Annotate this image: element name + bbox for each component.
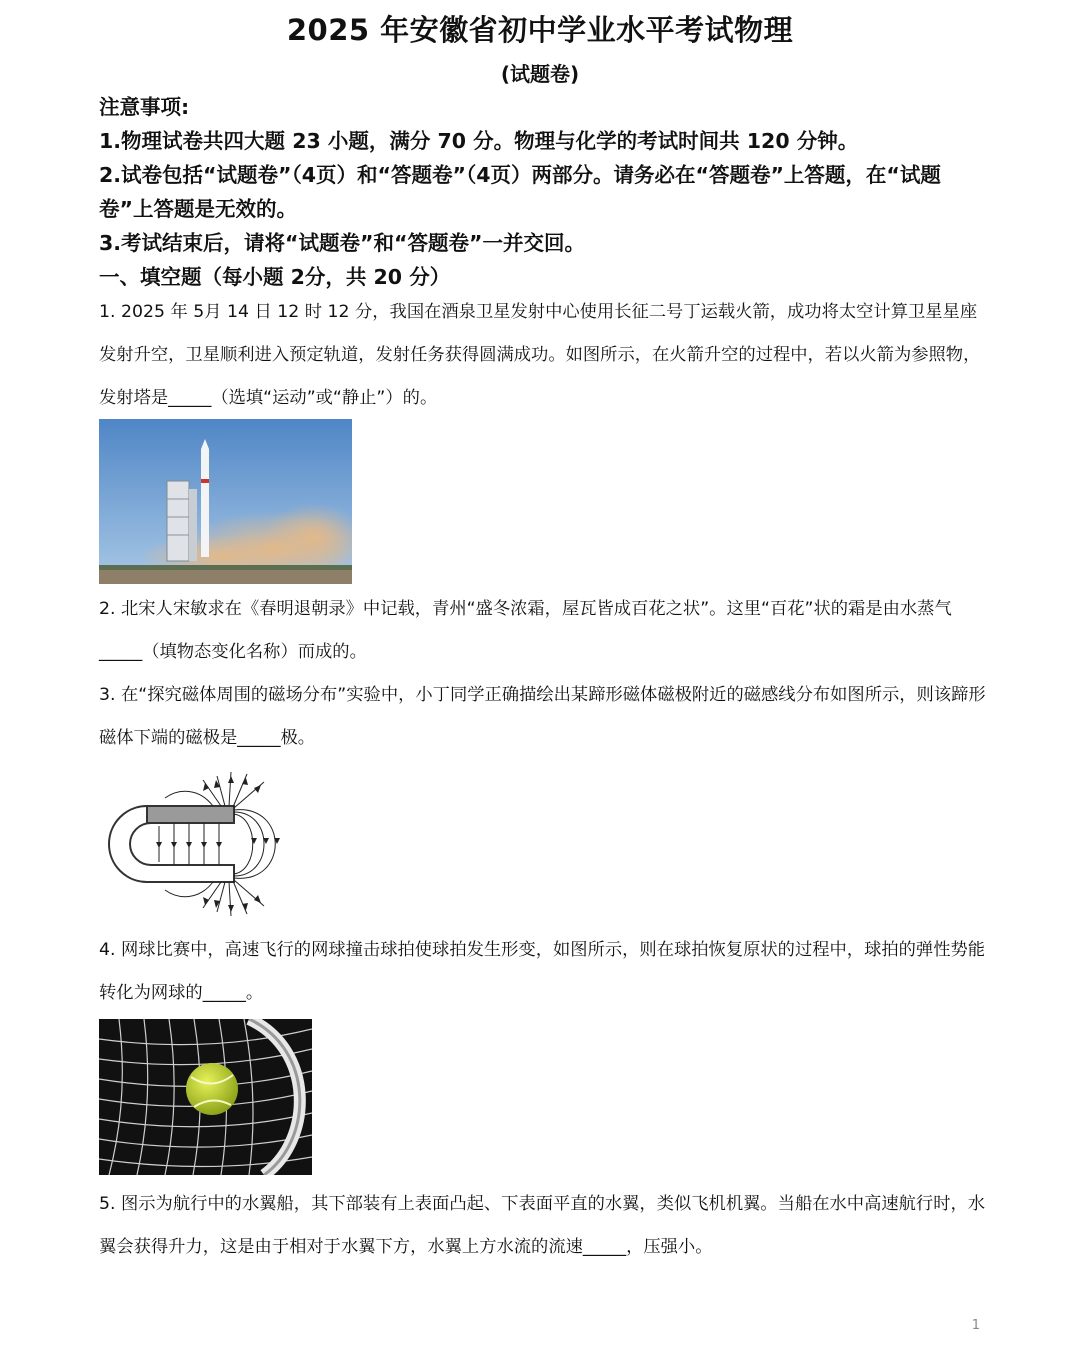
- magnet-field-lines: [99, 768, 284, 918]
- rocket-launch-photo: [99, 419, 352, 584]
- tennis-racket-photo: [99, 1019, 312, 1175]
- question-2: 2. 北宋人宋敏求在《春明退朝录》中记载，青州“盛冬浓霜，屋瓦皆成百花之状”。这里“百花”状的霜是由水蒸气_____（填物态变化名称）而成的。: [99, 599, 952, 662]
- rocket-launch-image: [99, 419, 352, 584]
- section-heading-fill-in: 一、填空题（每小题 2分，共 20 分）: [99, 265, 451, 289]
- page-subtitle: (试题卷): [500, 62, 580, 86]
- notice-item-3: 3.考试结束后，请将“试题卷”和“答题卷”一并交回。: [99, 231, 585, 255]
- notice-item-1: 1.物理试卷共四大题 23 小题，满分 70 分。物理与化学的考试时间共 120 分钟。: [99, 129, 859, 153]
- page-number: 1: [971, 1318, 980, 1333]
- question-1: 1. 2025 年 5月 14 日 12 时 12 分，我国在酒泉卫星发射中心使用长征二号丁运载火箭，成功将太空计算卫星星座发射升空，卫星顺利进入预定轨道，发射任务获得圆满成功。如图所示，在火箭升空的过程中，若以火箭为参照物，发射塔是_____（选填“运动”或“静止”）的。: [99, 302, 981, 408]
- horseshoe-magnet-diagram: [99, 768, 284, 918]
- page-title: 2025 年安徽省初中学业水平考试物理: [286, 13, 794, 47]
- question-3: 3. 在“探究磁体周围的磁场分布”实验中，小丁同学正确描绘出某蹄形磁体磁极附近的磁感线分布如图所示，则该蹄形磁体下端的磁极是_____极。: [99, 685, 986, 748]
- notice-item-2: 2.试卷包括“试题卷”（4页）和“答题卷”（4页）两部分。请务必在“答题卷”上答题，在“试题卷”上答题是无效的。: [99, 163, 941, 221]
- question-4: 4. 网球比赛中，高速飞行的网球撞击球拍使球拍发生形变，如图所示，则在球拍恢复原状的过程中，球拍的弹性势能转化为网球的_____。: [99, 940, 986, 1003]
- question-5: 5. 图示为航行中的水翼船，其下部装有上表面凸起、下表面平直的水翼，类似飞机机翼。当船在水中高速航行时，水翼会获得升力，这是由于相对于水翼下方，水翼上方水流的流速_____，压强小。: [99, 1194, 986, 1257]
- notice-heading: 注意事项:: [99, 95, 190, 119]
- tennis-racket-image: [99, 1019, 312, 1175]
